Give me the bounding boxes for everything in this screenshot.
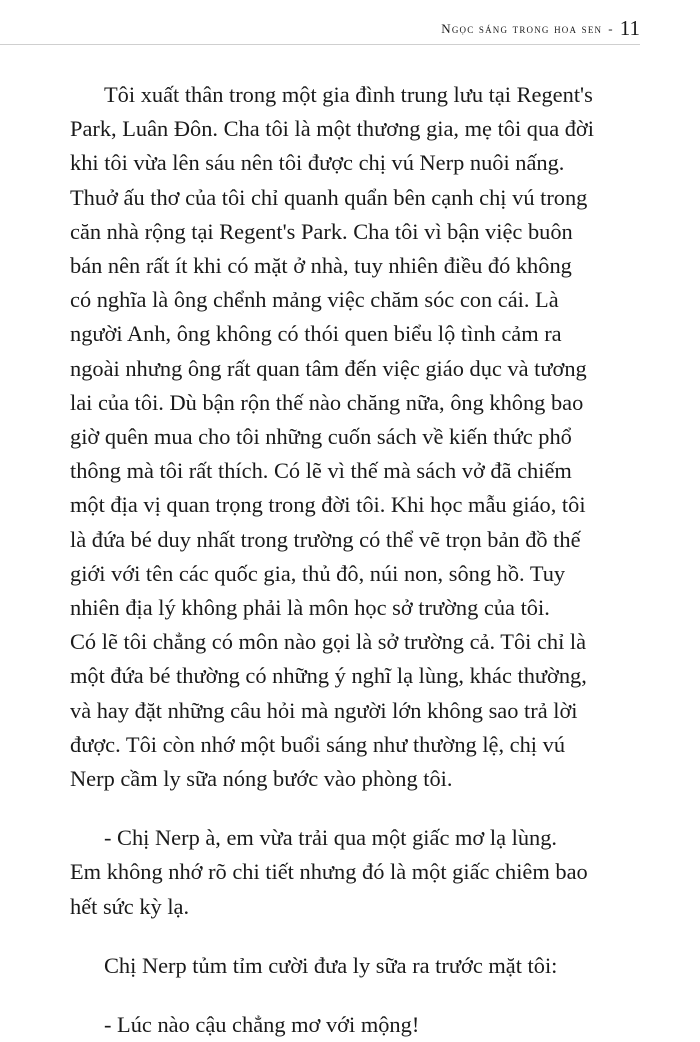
- text-line: một đứa bé thường có những ý nghĩ lạ lùng, khác thường,: [70, 663, 587, 689]
- book-title: Ngọc sáng trong hoa sen: [441, 21, 603, 36]
- text-line: - Chị Nerp à, em vừa trải qua một giấc mơ lạ lùng.: [104, 825, 558, 851]
- dialogue-paragraph: [70, 821, 640, 924]
- paragraph: [70, 949, 640, 983]
- header-separator: -: [608, 21, 614, 36]
- text-line: hết sức kỳ lạ.: [70, 893, 190, 919]
- text-line: một địa vị quan trọng trong đời tôi. Khi học mẫu giáo, tôi: [70, 492, 586, 518]
- running-header: [441, 16, 640, 41]
- text-line: giới với tên các quốc gia, thủ đô, núi non, sông hồ. Tuy: [70, 560, 566, 586]
- text-line: Chị Nerp tủm tỉm cười đưa ly sữa ra trước mặt tôi:: [104, 952, 558, 978]
- text-line: Có lẽ tôi chẳng có môn nào gọi là sở trường cả. Tôi chỉ là: [70, 629, 587, 655]
- text-line: ngoài nhưng ông rất quan tâm đến việc giáo dục và tương: [70, 355, 587, 381]
- text-line: Tôi xuất thân trong một gia đình trung lưu tại Regent's: [104, 82, 593, 107]
- text-line: Em không nhớ rõ chi tiết nhưng đó là một giấc chiêm bao: [70, 859, 588, 885]
- text-line: - Lúc nào cậu chẳng mơ với mộng!: [104, 1012, 420, 1038]
- text-line: căn nhà rộng tại Regent's Park. Cha tôi vì bận việc buôn: [70, 218, 573, 244]
- text-line: lai của tôi. Dù bận rộn thế nào chăng nữa, ông không bao: [70, 389, 584, 415]
- text-line: người Anh, ông không có thói quen biểu lộ tình cảm ra: [70, 321, 562, 347]
- text-line: giờ quên mua cho tôi những cuốn sách về kiến thức phổ: [70, 424, 572, 450]
- dialogue-paragraph: [70, 1008, 640, 1042]
- paragraph: [70, 78, 640, 796]
- body-text: [70, 78, 640, 1042]
- page-number: 11: [619, 16, 640, 40]
- text-line: là đứa bé duy nhất trong trường có thể vẽ trọn bản đồ thế: [70, 526, 581, 552]
- text-line: bán nên rất ít khi có mặt ở nhà, tuy nhiên điều đó không: [70, 253, 572, 279]
- text-line: Nerp cầm ly sữa nóng bước vào phòng tôi.: [70, 766, 453, 792]
- text-line: Park, Luân Đôn. Cha tôi là một thương gia, mẹ tôi qua đời: [70, 116, 594, 142]
- text-line: nhiên địa lý không phải là môn học sở trường của tôi.: [70, 595, 550, 621]
- text-line: được. Tôi còn nhớ một buổi sáng như thường lệ, chị vú: [70, 731, 566, 757]
- text-line: và hay đặt những câu hỏi mà người lớn không sao trả lời: [70, 697, 578, 723]
- text-line: khi tôi vừa lên sáu nên tôi được chị vú Nerp nuôi nấng.: [70, 150, 565, 176]
- text-line: Thuở ấu thơ của tôi chỉ quanh quẩn bên cạnh chị vú trong: [70, 184, 588, 210]
- text-line: có nghĩa là ông chểnh mảng việc chăm sóc con cái. Là: [70, 287, 559, 313]
- text-line: thông mà tôi rất thích. Có lẽ vì thế mà sách vở đã chiếm: [70, 458, 572, 484]
- header-rule: [0, 44, 640, 45]
